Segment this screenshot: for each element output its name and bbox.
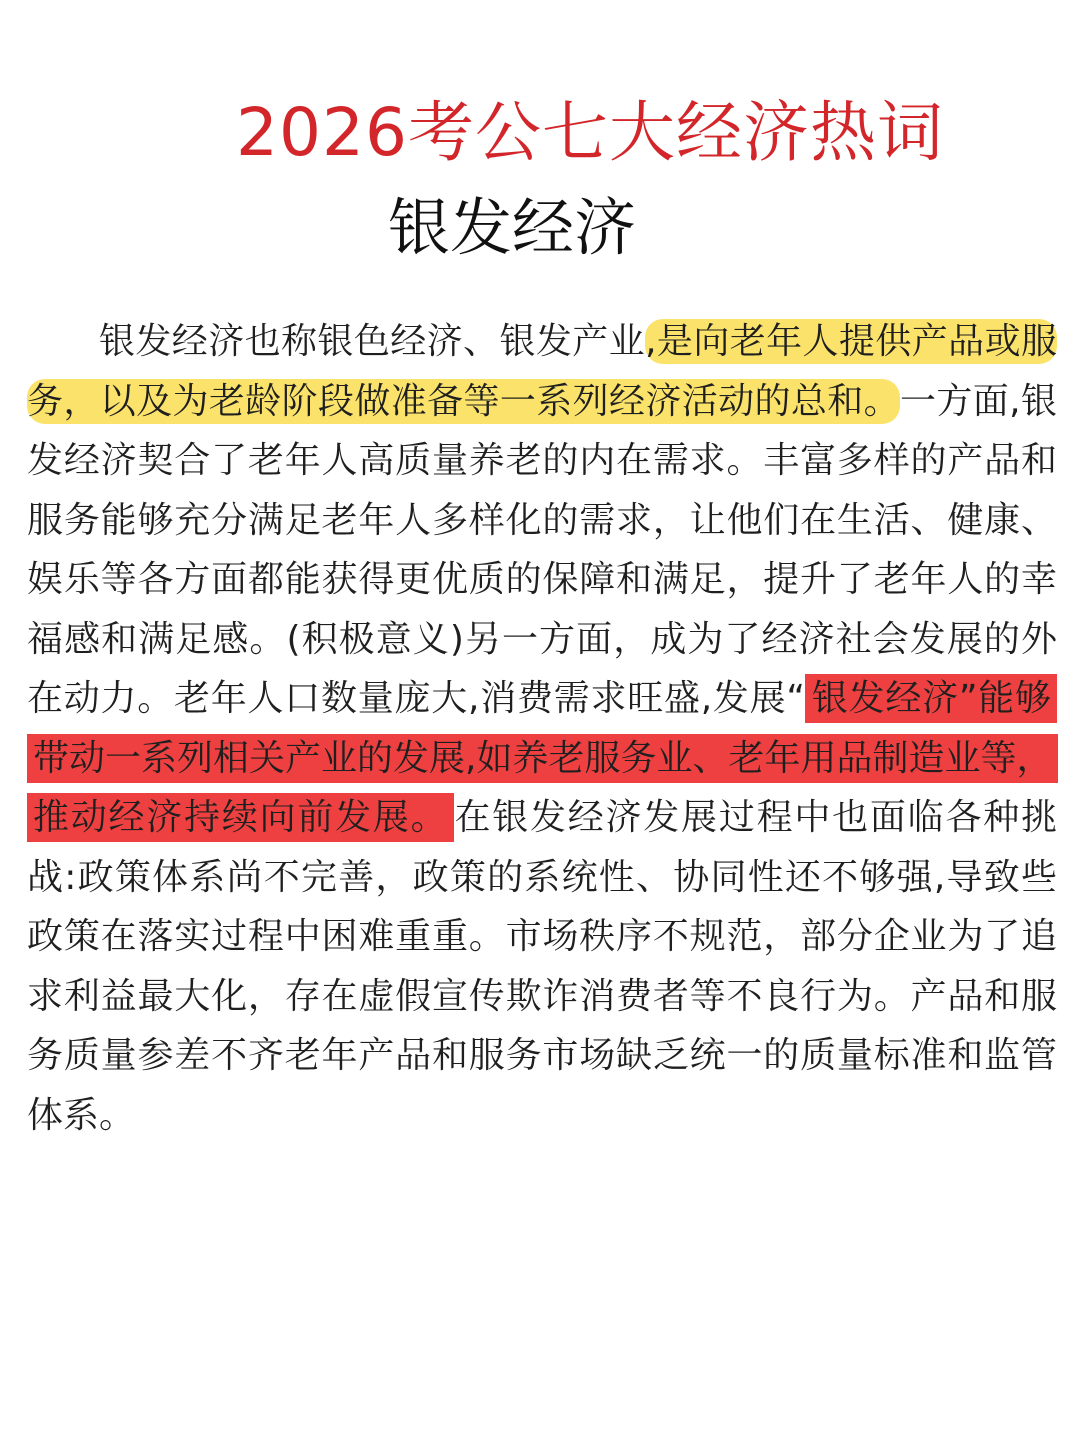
challenges-text: 在银发经济发展过程中也面临各种挑战:政策体系尚不完善，政策的系统性、协同性还不够强,导致些政策在落实过程中困难重重。市场秩序不规范，部分企业为了追求利益最大化，存在虚假宣传欺诈消费者等不良行为。产品和服务质量参差不齐老年产品和服务市场缺乏统一的质量标准和监管体系。 xyxy=(27,797,1057,1136)
body-paragraph xyxy=(27,312,1057,1145)
driver-highlight: 银发经济”能够带动一系列相关产业的发展,如养老服务业、老年用品制造业等，推动经济持续向前发展。 xyxy=(27,674,1058,842)
section-heading: 银发经济 xyxy=(388,191,637,264)
definition-highlight: ,是向老年人提供产品或服务，以及为老龄阶段做准备等一系列经济活动的总和。 xyxy=(27,321,1057,422)
page-title: 2026考公七大经济热词 xyxy=(236,94,944,171)
significance-text: 一方面,银发经济契合了老年人高质量养老的内在需求。丰富多样的产品和服务能够充分满足老年人多样化的需求，让他们在生活、健康、娱乐等各方面都能获得更优质的保障和满足，提升了老年人的幸福感和满足感。(积极意义)另一方面，成为了经济社会发展的外在动力。老年人口数量庞大,消费需求旺盛,发展“ xyxy=(27,380,1057,719)
intro-text: 银发经济也称银色经济、银发产业 xyxy=(99,321,646,362)
